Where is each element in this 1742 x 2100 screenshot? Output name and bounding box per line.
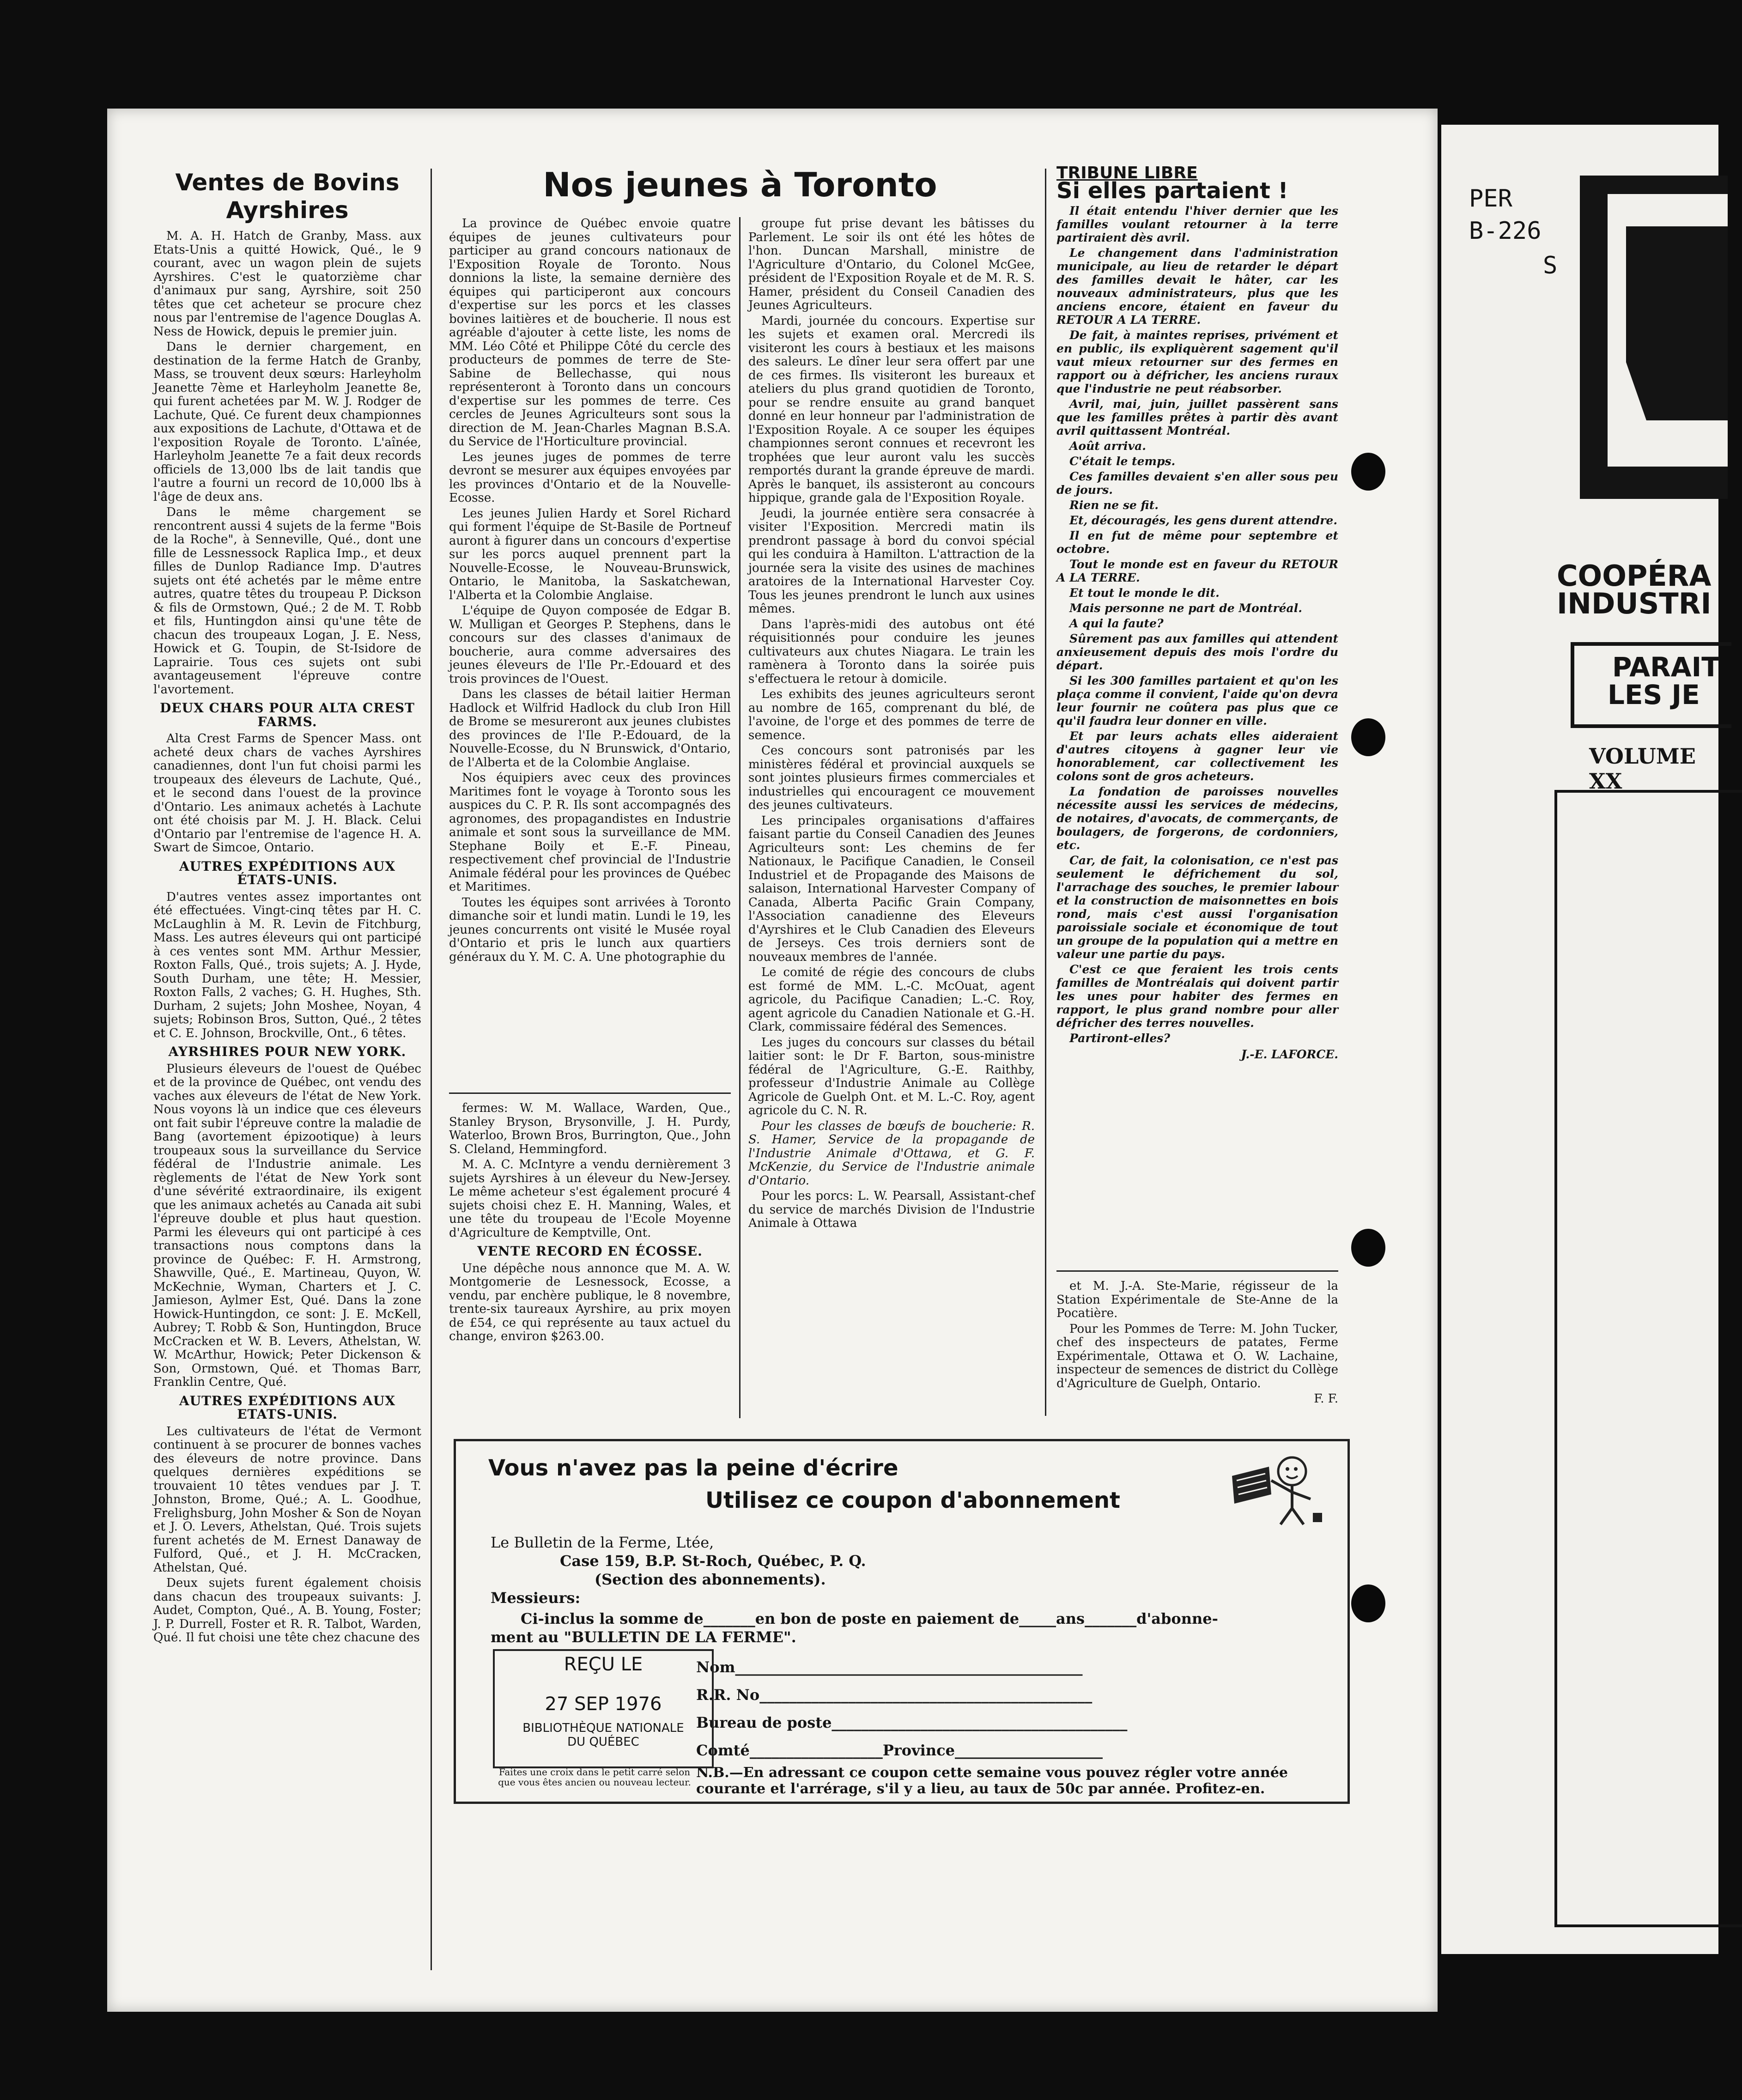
- paragraph: Mais personne ne part de Montréal.: [1069, 601, 1302, 615]
- stamp-text: DU QUÉBEC: [567, 1735, 639, 1749]
- column-rule: [739, 217, 741, 1418]
- next-page-cover: [1441, 125, 1718, 1954]
- subheading: DEUX CHARS POUR ALTA CREST FARMS.: [160, 700, 415, 729]
- subheading: AUTRES EXPÉDITIONS AUX ÉTATS-UNIS.: [179, 858, 396, 887]
- binder-hole: [1351, 453, 1385, 491]
- county-province-field[interactable]: Comté__________________Province____________________: [696, 1742, 1103, 1759]
- paragraph: et M. J.-A. Ste-Marie, régisseur de la Station Expérimentale de Ste-Anne de la Pocatière.: [1056, 1279, 1338, 1320]
- left-column-title: Ventes de Bovins Ayrshires: [175, 169, 400, 224]
- paragraph: Sûrement pas aux familles qui attendent anxieusement depuis des mois l'ordre du départ.: [1056, 632, 1338, 672]
- paragraph: A qui la faute?: [1069, 617, 1164, 630]
- paragraph: Et tout le monde le dit.: [1069, 586, 1220, 600]
- tribune-column: [1056, 166, 1338, 1061]
- paragraph: Une dépêche nous annonce que M. A. W. Montgomerie de Lesnessock, Ecosse, a vendu, par enchère publique, le 8 novembre, trente-six taureaux Ayrshire, au prix moyen de £54, ce qui représente au taux actuel du change, environ $263.00.: [449, 1261, 731, 1343]
- paragraph: Dans le dernier chargement, en destination de la ferme Hatch de Granby, Mass, se trouvent deux sœurs: Harleyholm Jeanette 7ème et Harleyholm Jeanette 8e, qui furent achetées par M. W. J. Rodger de Lachute, Qué. Ce furent deux championnes aux expositions de Lachute, d'Ottawa et de l'exposition Royale de Toronto. L'aînée, Harleyholm Jeanette 7e a fait deux records officiels de 13,000 lbs de lait tandis que l'autre a fourni un record de 10,000 lbs à l'âge de deux ans.: [153, 340, 421, 504]
- column-rule: [1045, 169, 1046, 1416]
- amount-line-cont: ment au "BULLETIN DE LA FERME".: [491, 1628, 796, 1646]
- paragraph: Pour les classes de bœufs de boucherie: R. S. Hamer, Service de la propagande de l'Industrie Animale d'Ottawa, et G. F. McKenzie, du Service de l'Industrie animale d'Ontario.: [748, 1119, 1035, 1188]
- paragraph: Pour les Pommes de Terre: M. John Tucker, chef des inspecteurs de patates, Ferme Expérimentale, Ottawa et O. W. Lachaine, inspecteur de semences de district du Collège d'Agriculture de Guelph, Ontario.: [1056, 1322, 1338, 1390]
- subheading: AUTRES EXPÉDITIONS AUX ETATS-UNIS.: [179, 1393, 396, 1422]
- paragraph: M. A. C. McIntyre a vendu dernièrement 3 sujets Ayrshires à un éleveur du New-Jersey. Le même acheteur s'est également procuré 4 sujets choisi chez E. H. Manning, Wales, et une tête du troupeau de l'Ecole Moyenne d'Agriculture de Kemptville, Ont.: [449, 1158, 731, 1240]
- binder-hole: [1351, 718, 1385, 756]
- subscription-coupon[interactable]: [454, 1439, 1350, 1804]
- paragraph: Les principales organisations d'affaires faisant partie du Conseil Canadien des Jeunes Agriculteurs sont: Les chemins de fer Nationaux, le Pacifique Canadien, le Conseil Industriel et de Propagande des Maisons de salaison, International Harvester Company of Canada, Alberta Pacific Grain Company, l'Association canadienne des Eleveurs d'Ayrshires et le Club Canadien des Eleveurs de Jerseys. Ces trois derniers sont de nouveaux membres de l'année.: [748, 813, 1035, 964]
- paragraph: Jeudi, la journée entière sera consacrée à visiter l'Exposition. Mercredi matin ils prendront passage à bord du convoi spécial qui les conduira à Hamilton. L'attraction de la journée sera la visite des usines de machines aratoires de la International Harvester Coy. Tous les jeunes prendront le lunch aux usines mêmes.: [748, 506, 1035, 616]
- paragraph: Les cultivateurs de l'état de Vermont continuent à se procurer de bonnes vaches des éleveurs de notre province. Dans quelques dernières expéditions se trouvaient 10 têtes vendues par J. T. Johnston, Brome, Qué.; A. L. Goodhue, Frelighsburg, John Mosher & Son de Noyan et J. O. Levers, Athelstan, Qué. Trois sujets furent achetés de M. Ernest Danaway de Fulford, Qué., et J. H. McCracken, Athelstan, Qué.: [153, 1424, 421, 1575]
- volume-label: VOLUME XX: [1589, 744, 1696, 794]
- paragraph: Mardi, journée du concours. Expertise sur les sujets et examen oral. Mercredi ils visiteront les cours à bestiaux et les maisons des saleurs. Le dîner leur sera offert par une de ces firmes. Ils visiteront les bureaux et ateliers du plus grand quotidien de Toronto, pour se rendre ensuite au grand banquet donné en leur honneur par l'administration de l'Exposition Royale. A ce souper les équipes championnes seront connues et recevront les trophées que leur auront valu les succès remportés durant la grande épreuve de mardi. Après le banquet, ils assisteront au concours hippique, grande gala de l'Exposition Royale.: [748, 314, 1035, 505]
- paragraph: Et, découragés, les gens durent attendre.: [1069, 514, 1338, 527]
- paragraph: fermes: W. M. Wallace, Warden, Que., Stanley Bryson, Brysonville, J. H. Purdy, Waterloo, Brown Bros, Burrington, Que., John S. Cleland, Hemmingford.: [449, 1101, 731, 1156]
- binder-hole: [1351, 1229, 1385, 1267]
- section-rule: [449, 1092, 731, 1094]
- center-column-1: [449, 217, 731, 966]
- call-number: B-226: [1469, 217, 1542, 245]
- tribune-kicker: TRIBUNE LIBRE: [1056, 164, 1198, 182]
- stamp-text: BIBLIOTHÈQUE NATIONALE: [522, 1721, 684, 1735]
- note-line: N.B.—En adressant ce coupon cette semaine vous pouvez régler votre année: [696, 1765, 1288, 1781]
- address-line: Case 159, B.P. St-Roch, Québec, P. Q.: [560, 1552, 866, 1570]
- paragraph: Alta Crest Farms de Spencer Mass. ont acheté deux chars de vaches Ayrshires canadiennes, dont l'un fut choisi parmi les troupeaux des éleveurs de Lachute, Qué., et le second dans l'ouest de la province d'Ontario. Les animaux achetés à Lachute ont été choisis par M. J. H. Black. Celui d'Ontario par l'entremise de l'agence H. A. Swart de Simcoe, Ontario.: [153, 732, 421, 855]
- coupon-headline-2: Utilisez ce coupon d'abonnement: [705, 1487, 1120, 1513]
- paragraph: D'autres ventes assez importantes ont été effectuées. Vingt-cinq têtes par H. C. McLaughlin à M. R. Levin de Fitchburg, Mass. Les autres éleveurs qui ont participé à ces ventes sont MM. Arthur Messier, Roxton Falls, Qué., trois sujets; A. J. Hyde, South Durham, une tête; H. Messier, Roxton Falls, 2 vaches; G. H. Hughes, Sth. Durham, 2 sujets; John Moshee, Noyan, 4 sujets; Robinson Bros, Sutton, Qué., 2 têtes et C. E. Johnson, Brockville, Ont., 6 têtes.: [153, 890, 421, 1040]
- tribune-title: Si elles partaient !: [1056, 178, 1288, 204]
- paragraph: Pour les porcs: L. W. Pearsall, Assistant-chef du service de marchés Division de l'Industrie Animale à Ottawa: [748, 1189, 1035, 1230]
- paragraph: La fondation de paroisses nouvelles nécessite aussi les services de médecins, de notaires, d'avocats, de commerçants, de boulagers, de forgerons, de cordonniers, etc.: [1056, 785, 1338, 852]
- received-stamp: [493, 1649, 714, 1768]
- signature: F. F.: [1314, 1392, 1338, 1406]
- paragraph: Avril, mai, juin, juillet passèrent sans que les familles prêtes à partir dès avant avril quittassent Montréal.: [1056, 397, 1338, 437]
- cover-logo-mark: [1626, 226, 1728, 420]
- subheading: VENTE RECORD EN ÉCOSSE.: [477, 1244, 703, 1259]
- paragraph: De fait, à maintes reprises, privément et en public, ils expliquèrent sagement qu'il vaut mieux retourner sur des fermes en rapport ou à défricher, les anciens ruraux que l'industrie ne peut réabsorber.: [1056, 328, 1338, 395]
- paragraph: Deux sujets furent également choisis dans chacun des troupeaux suivants: J. Audet, Compton, Qué., A. B. Young, Foster; J. P. Durrell, Foster et R. R. Talbot, Warden, Qué. Il fut choisi une tête chez chacune des: [153, 1576, 421, 1645]
- newspaper-page: [107, 109, 1438, 2012]
- paragraph: Le comité de régie des concours de clubs est formé de MM. L.-C. McOuat, agent agricole, du Pacifique Canadien; L.-C. Roy, agent agricole du Canadien Nationale et G.-H. Clark, commissaire fédéral des Semences.: [748, 965, 1035, 1034]
- paragraph: La province de Québec envoie quatre équipes de jeunes cultivateurs pour participer au grand concours nationaux de l'Exposition Royale de Toronto. Nous donnions la liste, la semaine dernière des équipes qui participeront aux concours d'expertise sur les porcs et les classes bovines laitières et de boucherie. Il nous est agréable d'ajouter à cette liste, les noms de MM. Léo Côté et Philippe Côté du cercle des producteurs de pommes de terre de Ste-Sabine de Bellechasse, qui nous représenteront à Toronto dans un concours d'expertise sur les pommes de terre. Ces cercles de Jeunes Agriculteurs sont sous la direction de M. Jean-Charles Magnan B.S.A. du Service de l'Horticulture provincial.: [449, 217, 731, 449]
- call-number: PER: [1469, 185, 1512, 212]
- subheading: AYRSHIRES POUR NEW YORK.: [168, 1044, 407, 1059]
- newsboy-mascot-icon: [1223, 1448, 1329, 1527]
- paragraph: Plusieurs éleveurs de l'ouest de Québec et de la province de Québec, ont vendu des vaches aux éleveurs de l'état de New York. Nous voyons là un indice que ces éleveurs ont fait subir l'épreuve contre la maladie de Bang (avortement épizootique) à leurs troupeaux sous la surveillance du Service fédéral de l'Industrie animale. Les règlements de l'état de New York sont d'une sévérité extraordinaire, ils exigent que les animaux achetés au Canada ait subi l'épreuve double et plus haut question. Parmi les éleveurs qui ont participé à ces transactions nous comptons dans la province de Québec: F. H. Armstrong, Shawville, Qué., E. Martineau, Quyon, W. McKechnie, Wyman, Charters et J. C. Jamieson, Aylmer Est, Qué. Dans la zone Howick-Huntingdon, ce sont: J. E. McKell, Aubrey; T. Robb & Son, Huntingdon, Bruce McCracken et W. B. Levers, Athelstan, W. W. McArthur, Howick; Peter Dickenson & Son, Ormstown, Qué. et Thomas Barr, Franklin Centre, Qué.: [153, 1062, 421, 1389]
- paragraph: Partiront-elles?: [1069, 1032, 1171, 1045]
- section-rule: [1056, 1270, 1338, 1272]
- paragraph: Ces familles devaient s'en aller sous peu de jours.: [1056, 470, 1338, 497]
- address-line: Le Bulletin de la Ferme, Ltée,: [491, 1534, 714, 1551]
- cover-box-text: PARAIT: [1612, 651, 1720, 683]
- amount-line[interactable]: Ci-inclus la somme de_______en bon de poste en paiement de_____ans_______d'abonne-: [521, 1610, 1218, 1627]
- center-column-2: [748, 217, 1035, 1232]
- paragraph: L'équipe de Quyon composée de Edgar B. W. Mulligan et Georges P. Stephens, dans le concours sur des classes d'animaux de boucherie, aura comme adversaires des jeunes éleveurs de l'Ile Pr.-Edouard et des trois provinces de l'Ouest.: [449, 604, 731, 686]
- paragraph: Les jeunes Julien Hardy et Sorel Richard qui forment l'équipe de St-Basile de Portneuf auront à figurer dans un concours d'expertise sur les porcs auquel prennent part la Nouvelle-Ecosse, le Nouveau-Brunswick, Ontario, le Manitoba, la Saskatchewan, l'Alberta et la Colombie Anglaise.: [449, 506, 731, 602]
- paragraph: M. A. H. Hatch de Granby, Mass. aux Etats-Unis a quitté Howick, Qué., le 9 courant, avec un wagon plein de sujets Ayrshires. C'est le quatorzième char d'animaux pur sang, Ayrshire, soit 250 têtes que cet acheteur se procure chez nous par l'entremise de l'agence Douglas A. Ness de Howick, depuis le premier juin.: [153, 229, 422, 339]
- cover-frame: [1554, 790, 1742, 1927]
- note-line: courante et l'arrérage, s'il y a lieu, au taux de 50c par année. Profitez-en.: [696, 1781, 1265, 1797]
- stamp-date: 27 SEP 1976: [545, 1693, 662, 1715]
- address-line: (Section des abonnements).: [595, 1571, 826, 1588]
- paragraph: Si les 300 familles partaient et qu'on les plaça comme il convient, l'aide qu'on devra leur fournir ne coûtera pas plus que ce qu'il faudra leur donner en ville.: [1056, 674, 1338, 728]
- center-lower: [449, 1102, 731, 1346]
- paragraph: Il en fut de même pour septembre et octobre.: [1056, 529, 1338, 556]
- coupon-headline-1: Vous n'avez pas la peine d'écrire: [488, 1455, 898, 1481]
- center-title: Nos jeunes à Toronto: [543, 165, 937, 204]
- paragraph: Le changement dans l'administration municipale, au lieu de retarder le départ des familles devait le hâter, car les nouveaux administrateurs, plus que les anciens encore, étaient en faveur du RETOUR A LA TERRE.: [1056, 246, 1338, 327]
- paragraph: Rien ne se fit.: [1069, 498, 1159, 512]
- call-number: S: [1543, 252, 1558, 279]
- post-office-field[interactable]: Bureau de poste________________________________________: [696, 1714, 1128, 1731]
- tribune-continuation: [1056, 1280, 1338, 1406]
- column-rule: [431, 169, 432, 1970]
- paragraph: Car, de fait, la colonisation, ce n'est pas seulement le défrichement du sol, l'arrachage des souches, le premier labour et la construction de maisonnettes en bois rond, mais c'est aussi l'organisation paroissiale sociale et économique de tout un groupe de la population qui a mettre en valeur une partie du pays.: [1056, 854, 1338, 961]
- reader-note: Faites une croix dans le petit carré selon que vous êtes ancien ou nouveau lecteur.: [498, 1766, 691, 1788]
- paragraph: Les exhibits des jeunes agriculteurs seront au nombre de 165, comprenant du blé, de l'avoine, de l'orge et des pommes de terre de semence.: [748, 687, 1035, 742]
- paragraph: Il était entendu l'hiver dernier que les familles voulant retourner à la terre partiraient dès avril.: [1056, 204, 1338, 244]
- paragraph: Dans le même chargement se rencontrent aussi 4 sujets de la ferme "Bois de la Roche", à Senneville, Qué., dont une fille de Lessnessock Raplica Imp., et deux filles de Dunlop Radiance Imp. D'autres sujets ont été achetés par le même entre autres, quatre têtes du troupeau P. Dickson & fils de Ormstown, Qué.; 2 de M. T. Robb et fils, Huntingdon ainsi qu'une tête de chacun des troupeaux Logan, J. E. Ness, Howick et G. Toupin, de St-Isidore de Laprairie. Tous ces sujets ont subi avantageusement l'épreuve contre l'avortement.: [153, 505, 421, 697]
- signature: J.-E. LAFORCE.: [1241, 1048, 1338, 1061]
- cover-band: COOPÉRA: [1557, 559, 1712, 593]
- paragraph: Nos équipiers avec ceux des provinces Maritimes font le voyage à Toronto sous les auspices du C. P. R. Ils sont accompagnés des agronomes, des propagandistes en Industrie animale et sont sous la surveillance de MM. Stephane Boily et E.-F. Pineau, respectivement chef provincial de l'Industrie Animale fédéral pour les provinces de Québec et Maritimes.: [449, 771, 731, 894]
- rr-field[interactable]: R.R. No_____________________________________________: [696, 1686, 1093, 1704]
- paragraph: Les juges du concours sur classes du bétail laitier sont: le Dr F. Barton, sous-ministre fédéral de l'Agriculture, G.-E. Raithby, professeur d'Industrie Animale au Collège Agricole de Guelph Ont. et M. L.-C. Roy, agent agricole du C. N. R.: [748, 1035, 1035, 1117]
- paragraph: C'est ce que feraient les trois cents familles de Montréalais qui doivent partir les unes pour habiter des fermes en rapport, le plus grand nombre pour aller défricher des terres nouvelles.: [1056, 963, 1338, 1030]
- stamp-text: REÇU LE: [564, 1654, 643, 1675]
- name-field[interactable]: Nom_______________________________________________: [696, 1658, 1083, 1676]
- binder-hole: [1351, 1584, 1385, 1622]
- paragraph: Les jeunes juges de pommes de terre devront se mesurer aux équipes envoyées par les provinces d'Ontario et de la Nouvelle-Ecosse.: [449, 450, 731, 505]
- paragraph: Tout le monde est en faveur du RETOUR A LA TERRE.: [1056, 558, 1338, 584]
- paragraph: Dans les classes de bétail laitier Herman Hadlock et Wilfrid Hadlock du club Iron Hill de Brome se mesureront aux jeunes clubistes des provinces de l'Ile P.-Edouard, de la Nouvelle-Ecosse, du N Brunswick, d'Ontario, de l'Alberta et de la Colombie Anglaise.: [449, 687, 731, 770]
- left-column: [153, 169, 421, 1647]
- paragraph: groupe fut prise devant les bâtisses du Parlement. Le soir ils ont été les hôtes de l'hon. Duncan Marshall, ministre de l'Agriculture d'Ontario, du Colonel McGee, président de l'Exposition Royale et de M. R. S. Hamer, président du Conseil Canadien des Jeunes Agriculteurs.: [748, 217, 1035, 312]
- salutation: Messieurs:: [491, 1589, 581, 1607]
- paragraph: Dans l'après-midi des autobus ont été réquisitionnés pour conduire les jeunes cultivateurs aux chutes Niagara. Le train les ramènera à Toronto dans la soirée puis s'effectuera le retour à domicile.: [748, 617, 1035, 686]
- cover-band: INDUSTRI: [1557, 587, 1712, 620]
- paragraph: C'était le temps.: [1069, 455, 1176, 468]
- cover-box-text: LES JE: [1608, 679, 1700, 710]
- paragraph: Et par leurs achats elles aideraient d'autres citoyens à gagner leur vie honorablement, car collectivement les colons sont de gros acheteurs.: [1056, 729, 1338, 783]
- paragraph: Août arriva.: [1069, 439, 1146, 453]
- paragraph: Toutes les équipes sont arrivées à Toronto dimanche soir et lundi matin. Lundi le 19, les jeunes concurrents ont visité le Musée royal d'Ontario et pris le lunch aux quartiers généraux du Y. M. C. A. Une photographie du: [449, 895, 731, 964]
- paragraph: Ces concours sont patronisés par les ministères fédéral et provincial auxquels se sont jointes plusieurs firmes commerciales et industrielles qui encouragent ce mouvement des jeunes cultivateurs.: [748, 744, 1035, 812]
